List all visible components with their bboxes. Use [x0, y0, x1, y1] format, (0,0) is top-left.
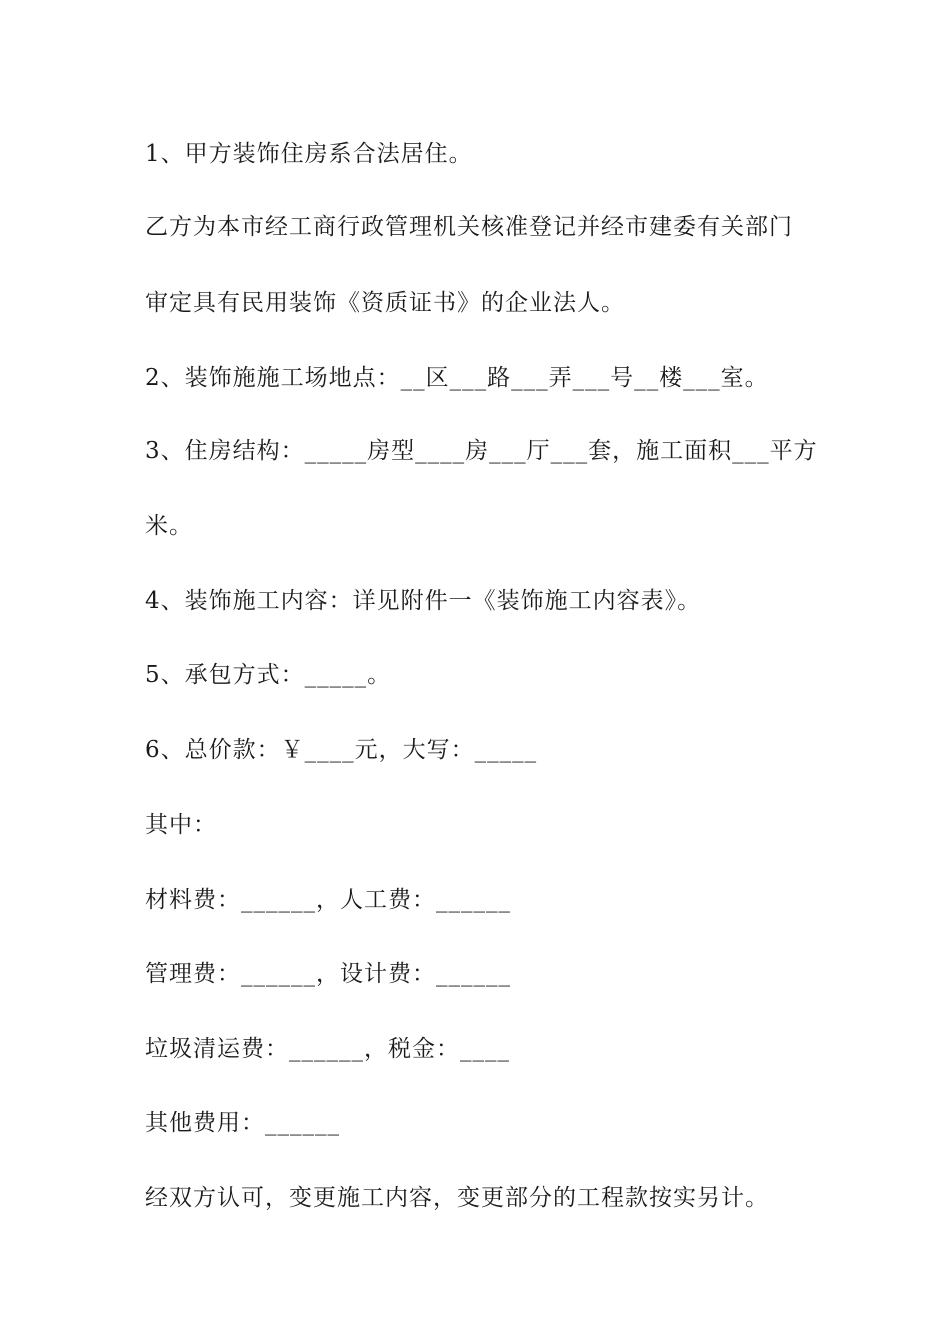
management-design-fee-line: 管理费：______，设计费：______	[145, 961, 511, 987]
clause-6-line: 6、总价款：￥____元，大写：_____	[145, 737, 538, 763]
clause-5-line: 5、承包方式：_____。	[145, 662, 392, 688]
garbage-tax-fee-line: 垃圾清运费：______，税金：____	[145, 1036, 510, 1062]
party-b-line-1: 乙方为本市经工商行政管理机关核准登记并经市建委有关部门	[145, 214, 793, 240]
among-which-line: 其中：	[145, 812, 217, 838]
party-b-line-2: 审定具有民用装饰《资质证书》的企业法人。	[145, 290, 625, 316]
change-clause-line: 经双方认可，变更施工内容，变更部分的工程款按实另计。	[145, 1185, 769, 1211]
clause-2-line: 2、装饰施施工场地点：__区___路___弄___号__楼___室。	[145, 365, 769, 391]
clause-3-line-2: 米。	[145, 513, 193, 539]
other-fee-line: 其他费用：______	[145, 1110, 340, 1136]
clause-3-line-1: 3、住房结构：_____房型____房___厅___套，施工面积___平方	[145, 438, 818, 464]
material-labor-fee-line: 材料费：______，人工费：______	[145, 887, 511, 913]
clause-1-line: 1、甲方装饰住房系合法居住。	[145, 141, 473, 167]
clause-4-line: 4、装饰施工内容：详见附件一《装饰施工内容表》。	[145, 588, 702, 614]
